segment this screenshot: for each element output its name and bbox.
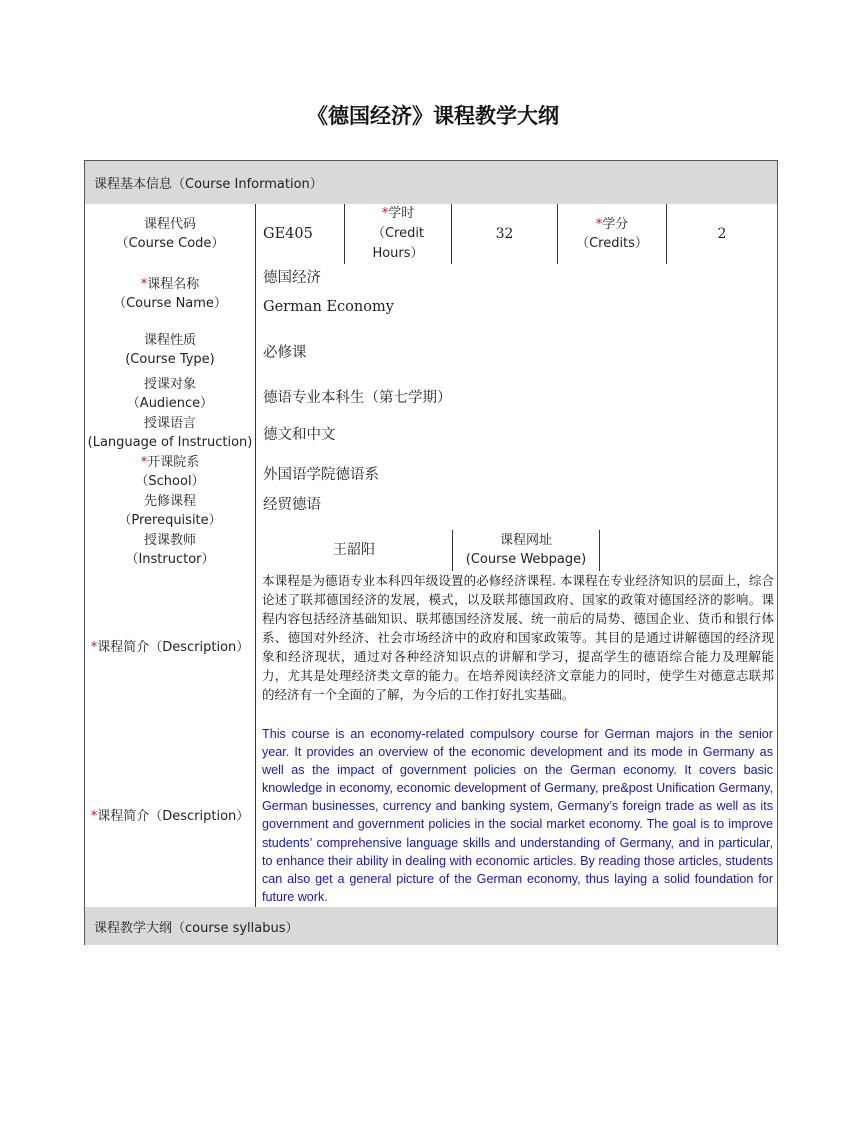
prerequisite-label: 先修课程 （Prerequisite） (118, 494, 222, 528)
hours-label: *学时 （Credit Hours） (371, 206, 425, 261)
course-code-value: GE405 (263, 226, 313, 242)
instructor-value: 王韶阳 (333, 542, 375, 558)
instructor-label: 授课教师 （Instructor） (125, 533, 215, 567)
page-title: 《德国经济》课程教学大纲 (307, 104, 559, 128)
credits-value: 2 (717, 226, 727, 242)
course-type-value: 必修课 (263, 345, 307, 361)
course-name-en: German Economy (263, 299, 394, 315)
description-cn-text: 本课程是为德语专业本科四年级设置的必修经济课程. 本课程在专业经济知识的层面上，综合论述了联邦德国经济的发展，模式，以及联邦德国政府、国家的政策对德国经济的影响。课程内容包括经济基础知识、联邦德国经济发展、统一前后的局势、德国企业、货币和银行体系、德国对外经济、社会市场经济中的政府和国家政策等。其目的是通过讲解德国的经济现象和经济现状，通过对各种经济知识点的讲解和学习，提高学生的德语综合能力及理解能力，尤其是处理经济类文章的能力。在培养阅读经济文章能力的同时，使学生对德意志联邦的经济有一个全面的了解，为今后的工作打好扎实基础。 (262, 573, 774, 702)
course-type-label: 课程性质 (Course Type) (125, 333, 215, 367)
prerequisite-value: 经贸德语 (263, 497, 321, 513)
audience-value: 德语专业本科生（第七学期） (263, 390, 452, 406)
language-value: 德文和中文 (263, 427, 336, 443)
course-info-table (84, 160, 778, 945)
school-label: *开课院系 （School） (135, 455, 205, 489)
section-header-syllabus: 课程教学大纲（course syllabus） (85, 907, 777, 945)
course-name-label: *课程名称 （Course Name） (113, 277, 227, 311)
description-cn-label: *课程简介（Description） (90, 640, 250, 655)
hours-value: 32 (495, 226, 514, 242)
course-code-label: 课程代码 （Course Code） (115, 217, 225, 251)
webpage-label: 课程网址 (Course Webpage) (465, 533, 587, 567)
webpage-divider (599, 530, 600, 571)
section-header-course-info: 课程基本信息（Course Information） (85, 161, 777, 204)
credits-label: *学分 （Credits） (576, 217, 648, 251)
description-en-text: This course is an economy-related compulsory course for German majors in the senior year. It provides an overview of the economic development and its mode in Germany as well as the impact of government policies on the German economy. It covers basic knowledge in economy, economic development of Germany, pre&post Unification Germany, German businesses, currency and banking system, Germany’s foreign trade as well as its government and government policies in the social market economy. The goal is to improve students’ comprehensive language skills and understanding of Germany, and in particular, to enhance their ability in dealing with economic articles. By reading those articles, students can also get a general picture of the German economy, thus laying a solid foundation for future work. (262, 727, 773, 904)
school-value: 外国语学院德语系 (263, 467, 379, 483)
language-label: 授课语言 (Language of Instruction) (87, 416, 253, 450)
description-en-label: *课程简介（Description） (90, 809, 250, 824)
audience-label: 授课对象 （Audience） (126, 377, 214, 411)
course-name-cn: 德国经济 (263, 270, 321, 286)
